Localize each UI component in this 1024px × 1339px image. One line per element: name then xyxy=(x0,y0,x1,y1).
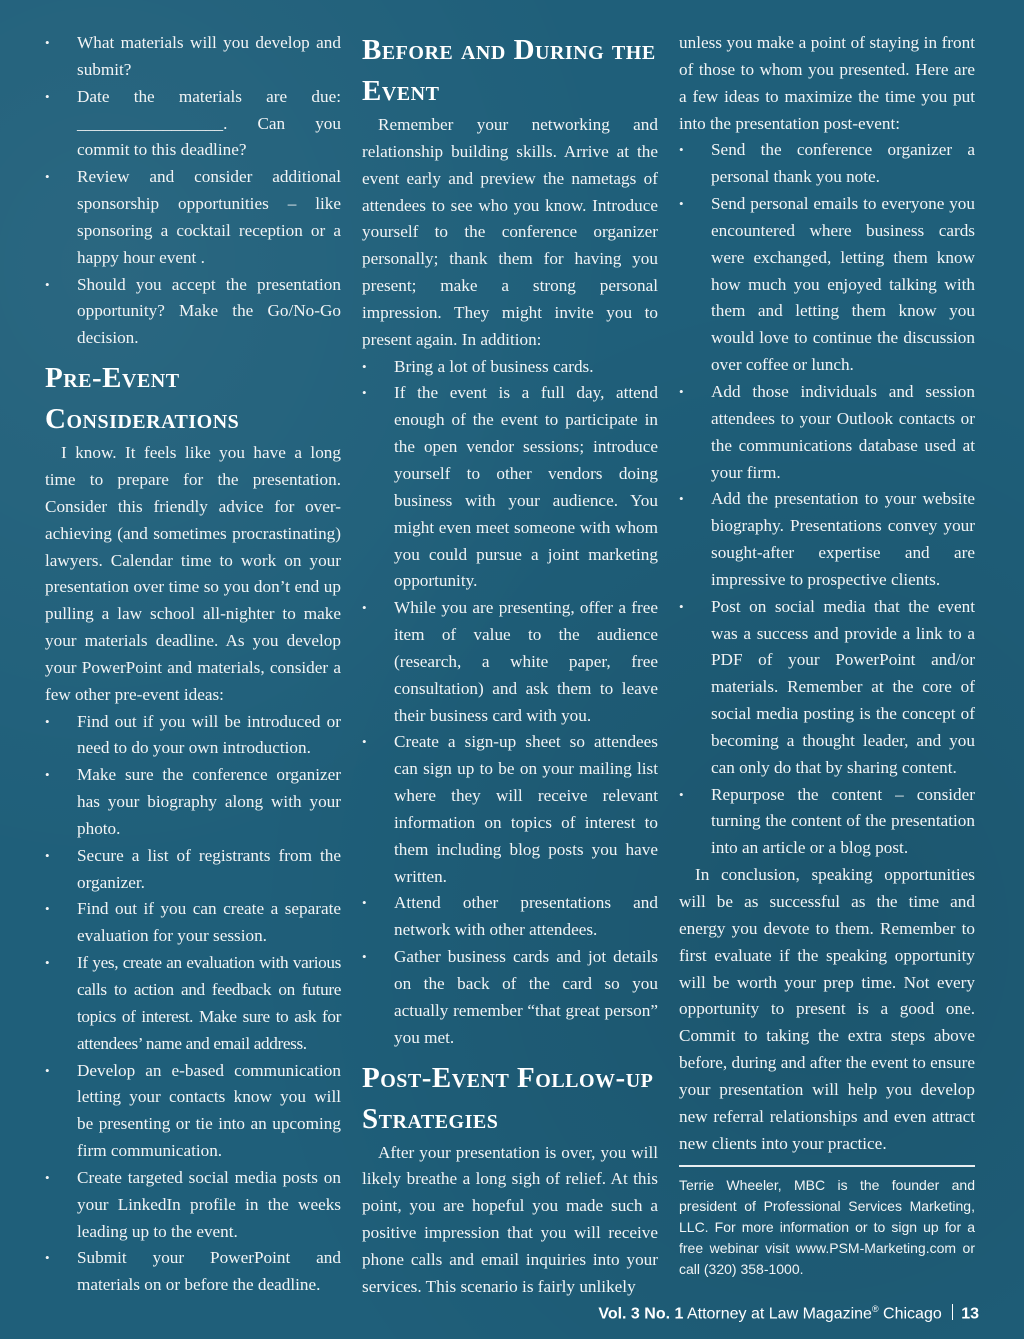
list-item: • Gather business cards and jot details on the back of the card so you actually remember “that great person” you met. xyxy=(362,944,658,1051)
list-item: • If the event is a full day, attend enough of the event to participate in the open vendor sessions; introduce yourself to other vendors doing business with your audience. You might even meet someone with whom you could pursue a joint marketing opportunity. xyxy=(362,380,658,595)
list-item: • Post on social media that the event was a success and provide a link to a PDF of your PowerPoint and/or materials. Remember at the core of social media posting is the concept of becoming a thought leader, and you can only do that by sharing content. xyxy=(679,594,975,782)
list-item: • Develop an e-based communication letting your contacts know you will be presenting or tie into an upcoming firm communication. xyxy=(45,1058,341,1165)
list-item: • Secure a list of registrants from the organizer. xyxy=(45,843,341,897)
paragraph-before-during-intro: Remember your networking and relationship building skills. Arrive at the event early and preview the nametags of attendees to see who you know. Introduce yourself to the conference organizer personally; thank them for having you present; make a strong personal impression. They might invite you to present again. In addition: xyxy=(362,115,658,349)
footer-registered-mark: ® xyxy=(871,1304,879,1314)
page-footer xyxy=(598,1304,979,1323)
column-3 xyxy=(679,30,975,1280)
list-item: • Bring a lot of business cards. xyxy=(362,354,658,381)
list-item: • Submit your PowerPoint and materials on or before the deadline. xyxy=(45,1245,341,1299)
section-heading-post-event: Post-Event Follow-up Strategies xyxy=(362,1061,654,1135)
list-item: • Date the materials are due: _________________. Can you commit to this deadline? xyxy=(45,84,341,165)
list-item: • Attend other presentations and network with other attendees. xyxy=(362,890,658,944)
list-item: • While you are presenting, offer a free item of value to the audience (research, a white paper, free consultation) and ask them to leave their business card with you. xyxy=(362,595,658,729)
paragraph-continuation: unless you make a point of staying in front of those to whom you presented. Here are a few ideas to maximize the time you put into the presentation post-event: xyxy=(679,33,975,133)
list-item: • Review and consider additional sponsorship opportunities – like sponsoring a cocktail reception or a happy hour event . xyxy=(45,164,341,271)
section-heading-before-during: Before and During the Event xyxy=(362,34,656,107)
list-item: • Add the presentation to your website biography. Presentations convey your sought-after expertise and are impressive to prospective clients. xyxy=(679,486,975,593)
bullet-list-before-during xyxy=(362,354,658,1052)
list-item: • If yes, create an evaluation with various calls to action and feedback on future topics of interest. Make sure to ask for attendees’ name and email address. xyxy=(45,950,341,1057)
list-item: • Add those individuals and session attendees to your Outlook contacts or the communications database used at your firm. xyxy=(679,379,975,486)
bullet-list-top xyxy=(45,30,341,352)
list-item: • Find out if you will be introduced or need to do your own introduction. xyxy=(45,709,341,763)
footer-divider xyxy=(952,1304,953,1320)
bullet-list-post-event xyxy=(679,137,975,862)
author-bio: Terrie Wheeler, MBC is the founder and president of Professional Services Marketing, LLC. For more information or to sign up for a free webinar visit www.PSM-Marketing.com or call (320) 358-1000. xyxy=(679,1165,975,1280)
paragraph-pre-event-intro: I know. It feels like you have a long time to prepare for the presentation. Consider this friendly advice for over-achieving (and sometimes procrastinating) lawyers. Calendar time to work on your presentation over time so you don’t end up pulling a law school all-nighter to make your materials deadline. As you develop your PowerPoint and materials, consider a few other pre-event ideas: xyxy=(45,443,341,704)
footer-city: Chicago xyxy=(883,1305,942,1323)
list-item: • Create a sign-up sheet so attendees can sign up to be on your mailing list where they will receive relevant information on topics of interest to them including blog posts you have written. xyxy=(362,729,658,890)
paragraph-conclusion: In conclusion, speaking opportunities will be as successful as the time and energy you devote to them. Remember to first evaluate if the speaking opportunity will be worth your prep time. Not every opportunity to present is a good one. Commit to taking the extra steps above before, during and after the event to ensure your presentation will help you develop new referral relationships and even attract new clients into your practice. xyxy=(679,865,975,1153)
list-item: • Make sure the conference organizer has your biography along with your photo. xyxy=(45,762,341,843)
list-item: • What materials will you develop and submit? xyxy=(45,30,341,84)
footer-issue: Vol. 3 No. 1 xyxy=(598,1305,684,1323)
bullet-list-pre-event xyxy=(45,709,341,1300)
column-2 xyxy=(362,30,658,1301)
list-item: • Should you accept the presentation opportunity? Make the Go/No-Go decision. xyxy=(45,272,341,353)
list-item: • Create targeted social media posts on your LinkedIn profile in the weeks leading up to the event. xyxy=(45,1165,341,1246)
column-1 xyxy=(45,30,341,1299)
list-item: • Find out if you can create a separate evaluation for your session. xyxy=(45,896,341,950)
list-item: • Repurpose the content – consider turning the content of the presentation into an article or a blog post. xyxy=(679,782,975,863)
page-number: 13 xyxy=(961,1305,979,1323)
list-item: • Send personal emails to everyone you encountered where business cards were exchanged, letting them know how much you enjoyed talking with them and letting them know you would love to continue the discussion over coffee or lunch. xyxy=(679,191,975,379)
footer-magazine-name: Attorney at Law Magazine xyxy=(686,1305,872,1323)
section-heading-pre-event: Pre-Event Considerations xyxy=(45,362,240,436)
list-item: • Send the conference organizer a personal thank you note. xyxy=(679,137,975,191)
paragraph-post-event-intro: After your presentation is over, you will likely breathe a long sigh of relief. At this point, you are hopeful you made such a positive impression that you will receive phone calls and email inquiries into your services. This scenario is fairly unlikely xyxy=(362,1142,658,1296)
